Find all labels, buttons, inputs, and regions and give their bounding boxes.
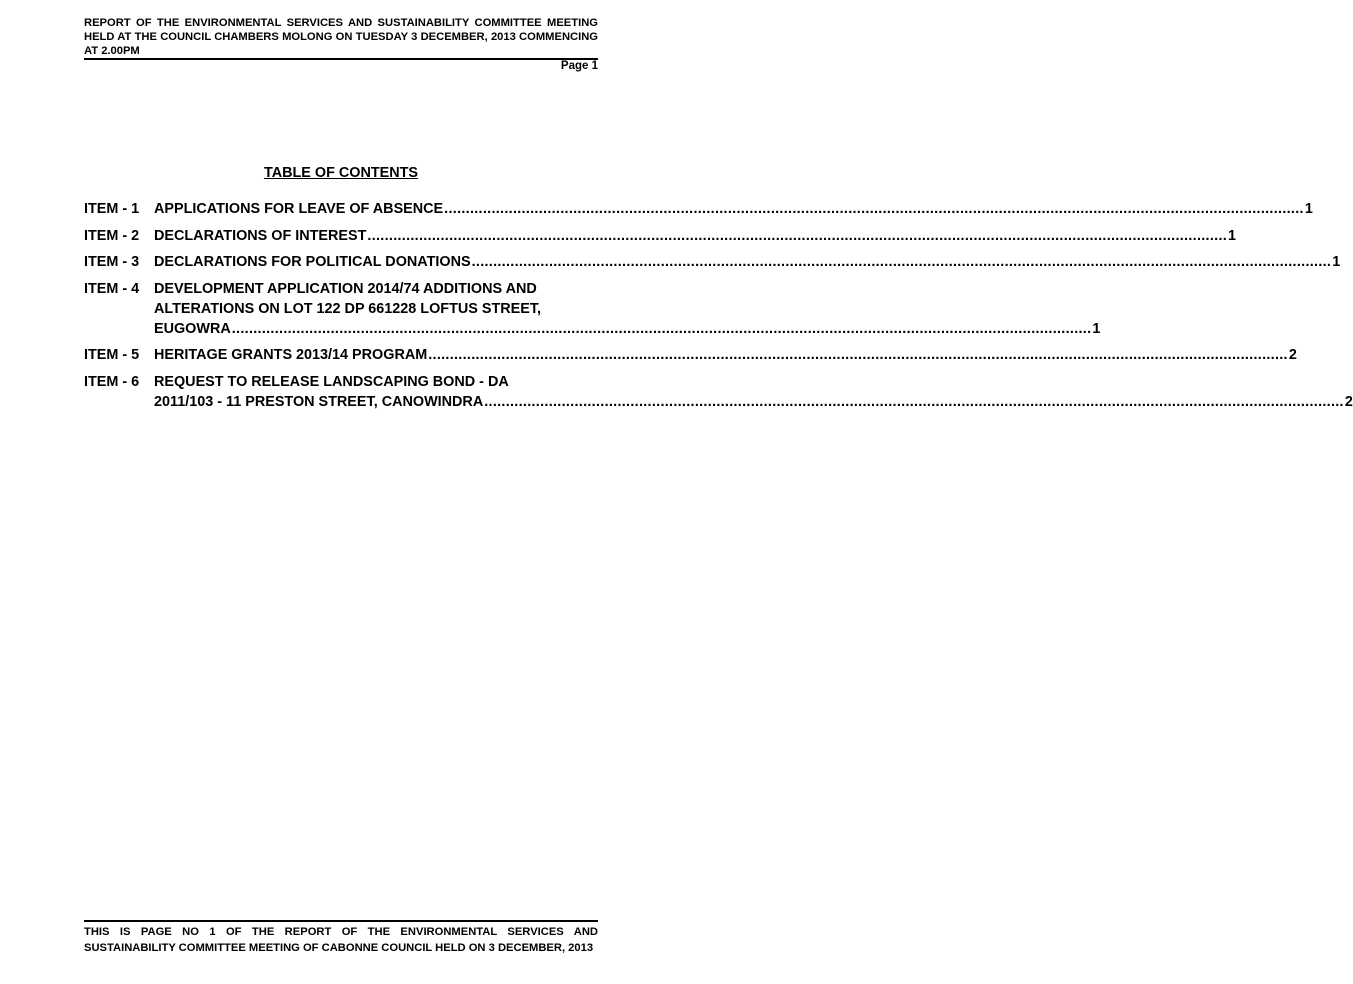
toc-item-number: ITEM - 4: [84, 280, 140, 297]
toc-entry[interactable]: [84, 372, 1353, 412]
toc-leader-dots: ........................................................................................................................................................................................................: [428, 347, 1288, 363]
toc-item-number: ITEM - 3: [84, 254, 140, 270]
page-footer: [84, 920, 598, 956]
toc-page-number: 1: [1332, 254, 1341, 270]
toc-page-number: 1: [1092, 320, 1101, 337]
toc-entry[interactable]: [84, 199, 1313, 219]
toc-page-number: 1: [1228, 227, 1237, 244]
toc-item-line: HERITAGE GRANTS 2013/14 PROGRAM: [154, 347, 428, 363]
toc-leader-dots: ........................................................................................................................................................................................................: [231, 320, 1092, 337]
toc-item-number: ITEM - 2: [84, 227, 140, 244]
toc-item-text: [154, 345, 1297, 365]
toc-item-text: [154, 226, 1236, 246]
toc-item-text: [154, 372, 1353, 412]
toc-item-line: EUGOWRA: [154, 320, 231, 337]
toc-entry[interactable]: [84, 345, 1297, 365]
toc-leader-dots: ........................................................................................................................................................................................................: [444, 201, 1304, 217]
page-number: Page 1: [560, 60, 598, 72]
header-title: REPORT OF THE ENVIRONMENTAL SERVICES AND SUSTAINABILITY COMMITTEE MEETING HELD AT THE COUNCIL CHAMBERS MOLONG ON TUESDAY 3 DECEMBER, 2013 COMMENCING AT 2.00PM: [84, 17, 598, 57]
table-of-contents: [84, 199, 1353, 418]
toc-page-number: 1: [1304, 201, 1313, 217]
toc-item-text: [154, 279, 1100, 339]
toc-leader-dots: ........................................................................................................................................................................................................: [367, 227, 1228, 244]
toc-item-line: 2011/103 - 11 PRESTON STREET, CANOWINDRA: [154, 393, 484, 410]
toc-page-number: 2: [1288, 347, 1297, 363]
toc-item-line: DEVELOPMENT APPLICATION 2014/74 ADDITIONS AND: [154, 280, 537, 297]
toc-leader-dots: ........................................................................................................................................................................................................: [484, 393, 1344, 410]
footer-text: THIS IS PAGE NO 1 OF THE REPORT OF THE ENVIRONMENTAL SERVICES AND SUSTAINABILITY COMMITTEE MEETING OF CABONNE COUNCIL HELD ON 3 DECEMBER, 2013: [84, 926, 598, 954]
toc-item-number: ITEM - 5: [84, 347, 140, 363]
toc-title: TABLE OF CONTENTS: [263, 165, 419, 181]
toc-item-line: REQUEST TO RELEASE LANDSCAPING BOND - DA: [154, 373, 509, 390]
toc-item-text: [154, 199, 1313, 219]
toc-page-number: 2: [1344, 393, 1353, 410]
toc-item-line: DECLARATIONS OF INTEREST: [154, 227, 367, 244]
toc-item-line: DECLARATIONS FOR POLITICAL DONATIONS: [154, 254, 471, 270]
toc-entry[interactable]: [84, 226, 1237, 246]
toc-item-line: ALTERATIONS ON LOT 122 DP 661228 LOFTUS STREET,: [154, 300, 542, 317]
toc-item-text: [154, 252, 1340, 272]
toc-item-number: ITEM - 1: [84, 201, 140, 217]
toc-item-number: ITEM - 6: [84, 373, 140, 390]
toc-entry[interactable]: [84, 252, 1341, 272]
toc-entry[interactable]: [84, 279, 1101, 339]
toc-leader-dots: ........................................................................................................................................................................................................: [471, 254, 1332, 270]
page-header: [84, 16, 598, 60]
toc-item-line: APPLICATIONS FOR LEAVE OF ABSENCE: [154, 201, 444, 217]
